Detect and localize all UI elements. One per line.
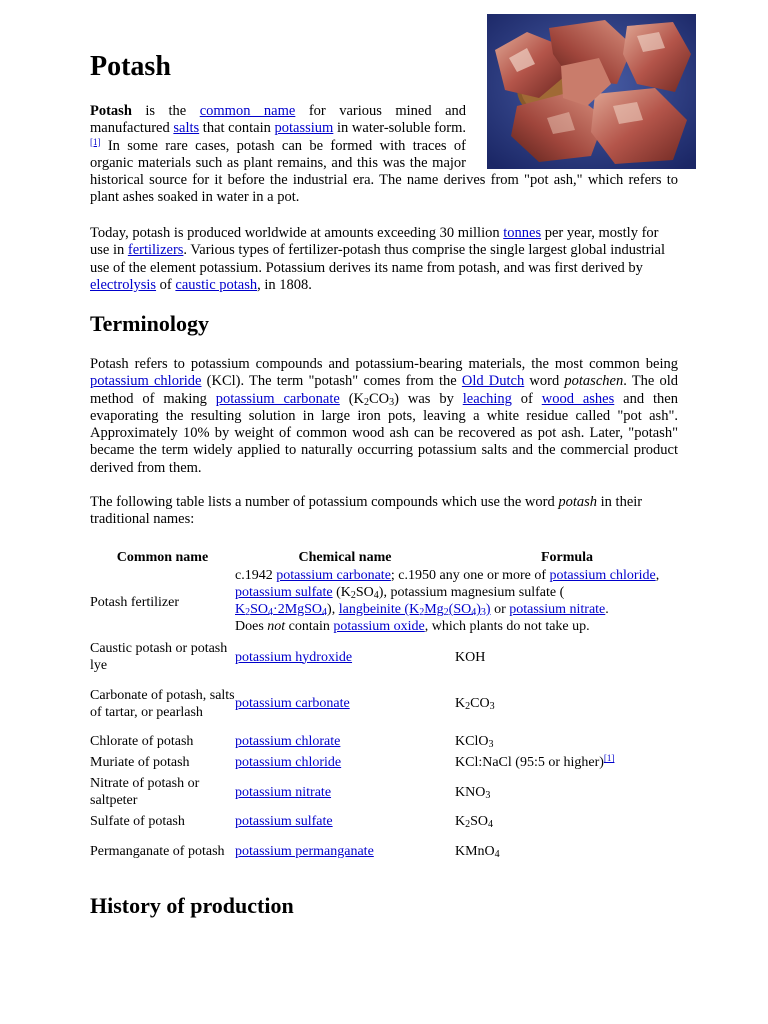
- link-potassium-chlorate[interactable]: potassium chlorate: [235, 734, 341, 749]
- cell-formula: $K_2CO_3$: [455, 696, 495, 712]
- table-row: [90, 567, 679, 638]
- link-caustic-potash[interactable]: caustic potash: [175, 276, 258, 293]
- link-potassium-carbonate[interactable]: potassium carbonate: [276, 568, 391, 583]
- terminology-paragraph: Potash refers to potassium compounds and potassium-bearing materials, the most common being potassium chloride (KCl). The term "potash" comes from the Old Dutch word potaschen. The old method of making potassium carbonate $(K_2CO_3)$ was by leaching of wood ashes and then evaporating the resulting solution in large iron pots, leaving a white residue called "pot ash". Approximately 10% by weight of common wood ash can be recovered as pot ash. Later, "potash" became the term widely applied to naturally occurring potassium salts and the commercial product derived from them.: [90, 356, 678, 476]
- production-paragraph: Today, potash is produced worldwide at amounts exceeding 30 million tonnes per year, mostly for use in fertilizers. Various types of fertilizer-potash thus comprise the single largest global industrial use of the element potassium. Potassium derives its name from potash, and was first derived by electrolysis of caustic potash, in 1808.: [90, 225, 666, 293]
- link-potassium[interactable]: potassium: [274, 120, 334, 137]
- reference-link[interactable]: [1]: [90, 136, 101, 147]
- header-chemical-name: Chemical name: [298, 550, 392, 565]
- section-heading-history: History of production: [90, 893, 294, 918]
- section-heading-terminology: Terminology: [90, 311, 209, 336]
- table-row: [90, 638, 679, 676]
- link-potassium-chloride[interactable]: potassium chloride: [90, 373, 202, 390]
- link-potassium-carbonate[interactable]: potassium carbonate: [215, 390, 340, 407]
- link-langbeinite[interactable]: langbeinite $(K_2Mg_2(SO_4)_3)$: [338, 602, 491, 618]
- cell-formula: $KNO_3$: [455, 784, 491, 801]
- table-row: [90, 811, 679, 832]
- link-potassium-sulfate[interactable]: potassium sulfate: [235, 585, 333, 600]
- table-row: [90, 752, 679, 773]
- link-tonnes[interactable]: tonnes: [503, 225, 542, 241]
- table-header-row: [90, 548, 679, 567]
- table-row: [90, 676, 679, 731]
- cell-formula: KClO$_3$: [455, 734, 494, 750]
- header-common-name: Common name: [116, 550, 209, 565]
- cell-common-name: Muriate of potash: [90, 755, 190, 770]
- cell-formula: KOH: [455, 649, 486, 665]
- link-potassium-hydroxide[interactable]: potassium hydroxide: [235, 649, 353, 665]
- table-row: [90, 773, 679, 811]
- link-potassium-chloride[interactable]: potassium chloride: [235, 755, 342, 770]
- link-potassium-oxide[interactable]: potassium oxide: [333, 619, 425, 634]
- link-k2so4-2mgso4[interactable]: $K_2SO_4\cdot 2MgSO_4$: [235, 602, 328, 618]
- link-old-dutch[interactable]: Old Dutch: [461, 373, 525, 390]
- link-potassium-nitrate[interactable]: potassium nitrate: [509, 602, 606, 617]
- link-leaching[interactable]: leaching: [462, 390, 512, 407]
- reference-link[interactable]: [1]: [603, 753, 615, 763]
- link-wood-ashes[interactable]: wood ashes: [541, 390, 615, 407]
- link-fertilizers[interactable]: fertilizers: [127, 242, 184, 259]
- link-electrolysis[interactable]: electrolysis: [90, 276, 157, 293]
- cell-chemical-name: c.1942 potassium carbonate; c.1950 any one or more of potassium chloride, potassium sulfate $(K_2SO_4)$, potassium magnesium sulfate ( $K_2SO_4\cdot 2MgSO_4$), langbeinite $(K_2Mg_2(SO_4)_3)$ or potassium nitrate. Does not contain potassium oxide, which plants do not take up.: [235, 568, 660, 634]
- table-row: [90, 731, 679, 752]
- cell-formula: $K_2SO_4$: [455, 814, 494, 830]
- cell-common-name: Nitrate of potash or saltpeter: [90, 776, 200, 808]
- cell-common-name: Sulfate of potash: [90, 814, 185, 829]
- cell-common-name: Permanganate of potash: [90, 843, 225, 859]
- cell-common-name: Carbonate of potash, salts of tartar, or pearlash: [90, 687, 235, 720]
- cell-formula: KCl:NaCl (95:5 or higher)[1]: [455, 753, 615, 770]
- header-formula: Formula: [540, 550, 594, 565]
- potash-compounds-table: [90, 548, 679, 870]
- page-title: Potash: [90, 51, 171, 82]
- link-potassium-sulfate[interactable]: potassium sulfate: [235, 814, 333, 829]
- cell-common-name: Caustic potash or potash lye: [90, 641, 228, 673]
- cell-common-name: Chlorate of potash: [90, 734, 194, 749]
- link-common-name[interactable]: common name: [199, 103, 296, 119]
- cell-common-name: Potash fertilizer: [90, 595, 180, 610]
- link-potassium-chloride[interactable]: potassium chloride: [549, 568, 656, 583]
- link-potassium-permanganate[interactable]: potassium permanganate: [235, 843, 374, 859]
- link-potassium-carbonate[interactable]: potassium carbonate: [235, 696, 350, 711]
- table-row: [90, 832, 679, 870]
- intro-term: Potash: [90, 103, 132, 119]
- intro-paragraph: Potash is the common name for various mined and manufactured salts that contain potassium in water-soluble form.[1] In some rare cases, potash can be formed with traces of organic materials such as plant remains, and this was the major historical source for it before the industrial era. The name derives from "pot ash," which refers to plant ashes soaked in water in a pot.: [90, 103, 678, 206]
- cell-formula: KMnO$_4$: [455, 843, 500, 860]
- table-intro-paragraph: The following table lists a number of potassium compounds which use the word potash in their traditional names:: [90, 494, 643, 528]
- link-potassium-nitrate[interactable]: potassium nitrate: [235, 784, 332, 800]
- link-salts[interactable]: salts: [173, 120, 200, 137]
